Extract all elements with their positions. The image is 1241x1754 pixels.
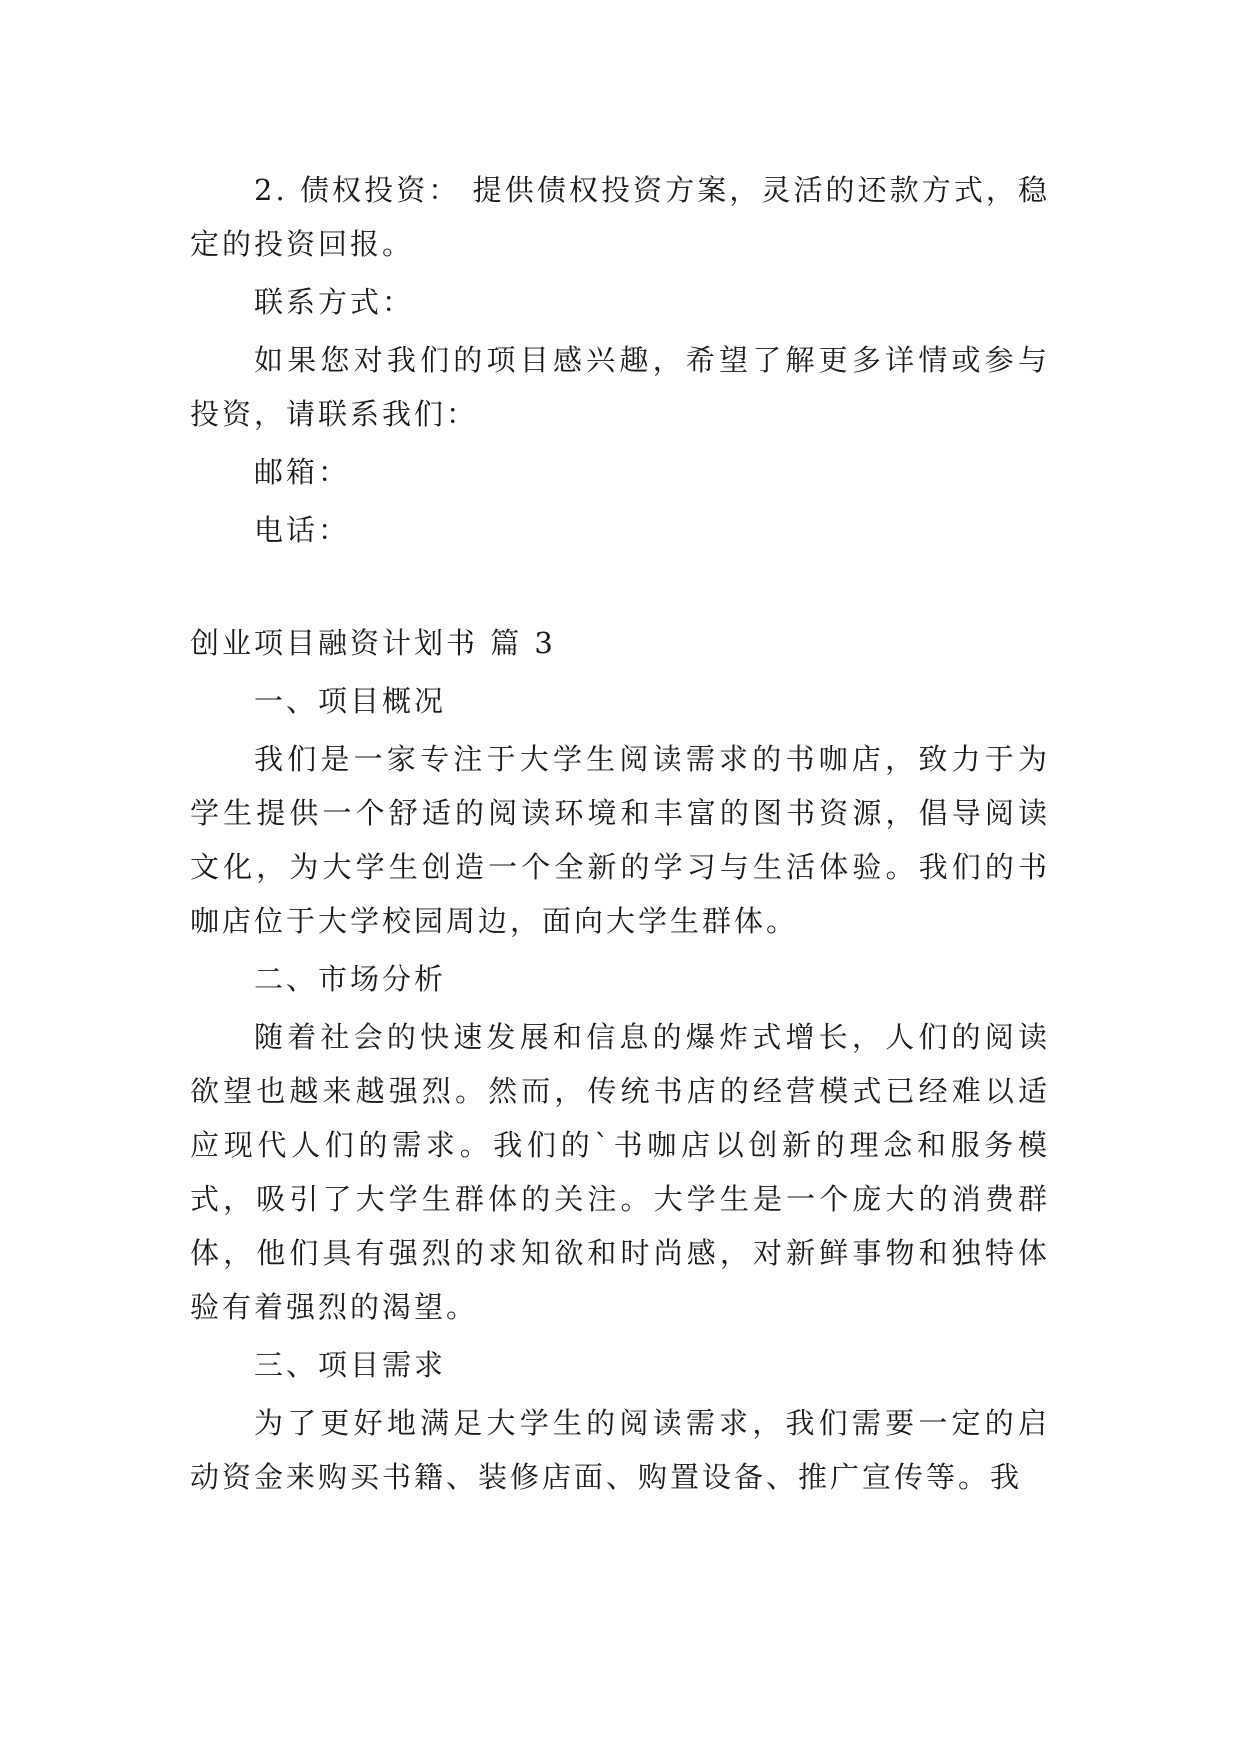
paragraph-email: 邮箱： <box>254 455 351 489</box>
section-spacer <box>190 561 1050 616</box>
paragraph-debt-investment: 2. 债权投资： 提供债权投资方案，灵活的还款方式，稳定的投资回报。 <box>190 173 1050 261</box>
heading-project-needs: 三、项目需求 <box>254 1348 447 1382</box>
paragraph-project-needs: 为了更好地满足大学生的阅读需求，我们需要一定的启动资金来购买书籍、装修店面、购置设备、推广宣传等。我 <box>190 1406 1050 1494</box>
paragraph-project-overview: 我们是一家专注于大学生阅读需求的书咖店，致力于为学生提供一个舒适的阅读环境和丰富的图书资源，倡导阅读文化，为大学生创造一个全新的学习与生活体验。我们的书咖店位于大学校园周边，面向大学生群体。 <box>190 742 1050 938</box>
document-body <box>190 163 1050 1508</box>
paragraph-contact-heading: 联系方式： <box>254 285 415 319</box>
heading-project-overview: 一、项目概况 <box>254 684 447 718</box>
section-title: 创业项目融资计划书 篇 3 <box>190 626 556 660</box>
heading-market-analysis: 二、市场分析 <box>254 962 447 996</box>
paragraph-market-analysis: 随着社会的快速发展和信息的爆炸式增长，人们的阅读欲望也越来越强烈。然而，传统书店的经营模式已经难以适应现代人们的需求。我们的`书咖店以创新的理念和服务模式，吸引了大学生群体的关注。大学生是一个庞大的消费群体，他们具有强烈的求知欲和时尚感，对新鲜事物和独特体验有着强烈的渴望。 <box>190 1020 1050 1324</box>
paragraph-phone: 电话： <box>254 513 351 547</box>
paragraph-contact-invite: 如果您对我们的项目感兴趣，希望了解更多详情或参与投资，请联系我们： <box>190 343 1050 431</box>
